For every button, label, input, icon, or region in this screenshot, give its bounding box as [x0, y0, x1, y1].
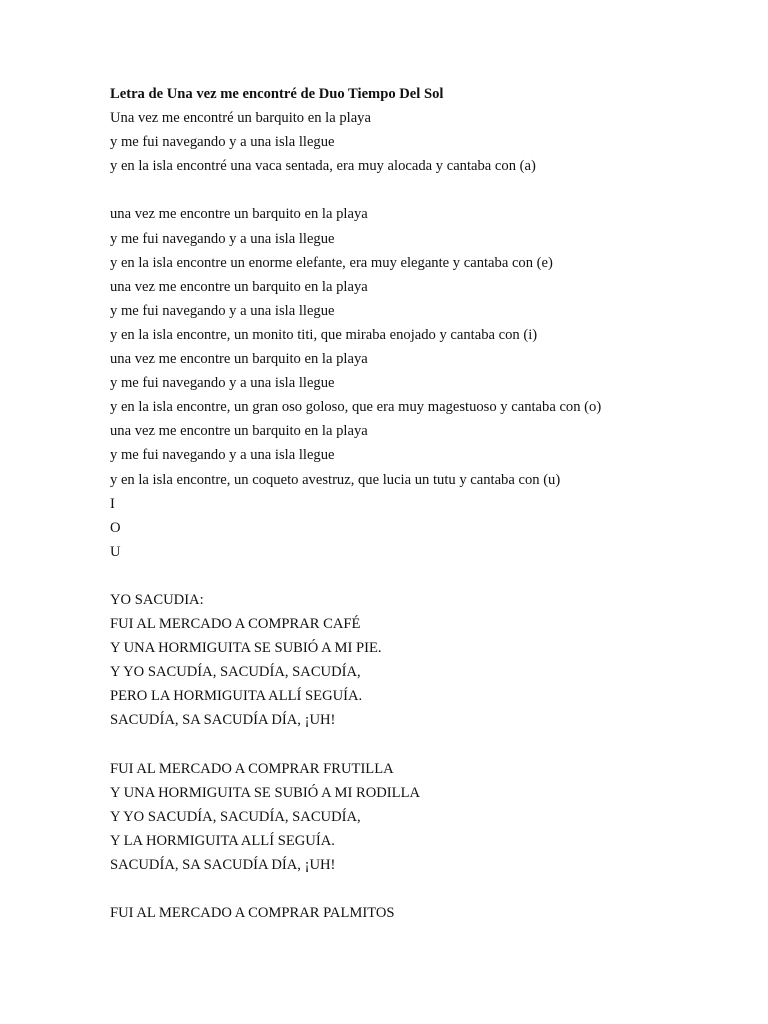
lyric-line: y me fui navegando y a una isla llegue: [110, 447, 335, 464]
lyric-line: Una vez me encontré un barquito en la playa: [110, 110, 371, 127]
lyric-line: Y UNA HORMIGUITA SE SUBIÓ A MI RODILLA: [110, 784, 421, 801]
lyric-line: una vez me encontre un barquito en la playa: [110, 278, 368, 295]
document-title: Letra de Una vez me encontré de Duo Tiempo Del Sol: [110, 86, 444, 102]
lyric-line: y me fui navegando y a una isla llegue: [110, 375, 335, 392]
blank-line: [110, 178, 730, 202]
lyric-line: y en la isla encontre, un monito titi, que miraba enojado y cantaba con (i): [110, 326, 538, 343]
lyric-line: y me fui navegando y a una isla llegue: [110, 134, 335, 151]
lyric-line: y en la isla encontre un enorme elefante, era muy elegante y cantaba con (e): [110, 254, 553, 271]
lyric-line: U: [110, 543, 121, 560]
lyric-line: I: [110, 495, 115, 512]
lyric-line: una vez me encontre un barquito en la playa: [110, 206, 368, 223]
document-page: [110, 82, 730, 925]
lyric-line: Y YO SACUDÍA, SACUDÍA, SACUDÍA,: [110, 808, 361, 825]
lyric-line: Y YO SACUDÍA, SACUDÍA, SACUDÍA,: [110, 664, 361, 681]
lyric-line: Y LA HORMIGUITA ALLÍ SEGUÍA.: [110, 832, 335, 849]
lyric-line: una vez me encontre un barquito en la playa: [110, 423, 368, 440]
blank-line: [110, 877, 730, 901]
lyric-line: y en la isla encontre, un coqueto avestruz, que lucia un tutu y cantaba con (u): [110, 471, 561, 488]
lyric-line: FUI AL MERCADO A COMPRAR FRUTILLA: [110, 760, 394, 777]
lyrics-body: [110, 106, 730, 925]
lyric-line: una vez me encontre un barquito en la playa: [110, 351, 368, 368]
lyric-line: SACUDÍA, SA SACUDÍA DÍA, ¡UH!: [110, 712, 336, 729]
lyric-line: y me fui navegando y a una isla llegue: [110, 230, 335, 247]
lyric-line: y en la isla encontre, un gran oso goloso, que era muy magestuoso y cantaba con (o): [110, 399, 602, 416]
lyric-line: O: [110, 519, 121, 536]
lyric-line: y me fui navegando y a una isla llegue: [110, 302, 335, 319]
blank-line: [110, 564, 730, 588]
blank-line: [110, 733, 730, 757]
lyric-line: y en la isla encontré una vaca sentada, era muy alocada y cantaba con (a): [110, 158, 536, 175]
lyric-line: YO SACUDIA:: [110, 591, 204, 608]
lyric-line: PERO LA HORMIGUITA ALLÍ SEGUÍA.: [110, 688, 363, 705]
lyric-line: Y UNA HORMIGUITA SE SUBIÓ A MI PIE.: [110, 640, 382, 657]
lyric-line: FUI AL MERCADO A COMPRAR PALMITOS: [110, 905, 395, 922]
lyric-line: FUI AL MERCADO A COMPRAR CAFÉ: [110, 616, 361, 633]
lyric-line: SACUDÍA, SA SACUDÍA DÍA, ¡UH!: [110, 857, 336, 873]
